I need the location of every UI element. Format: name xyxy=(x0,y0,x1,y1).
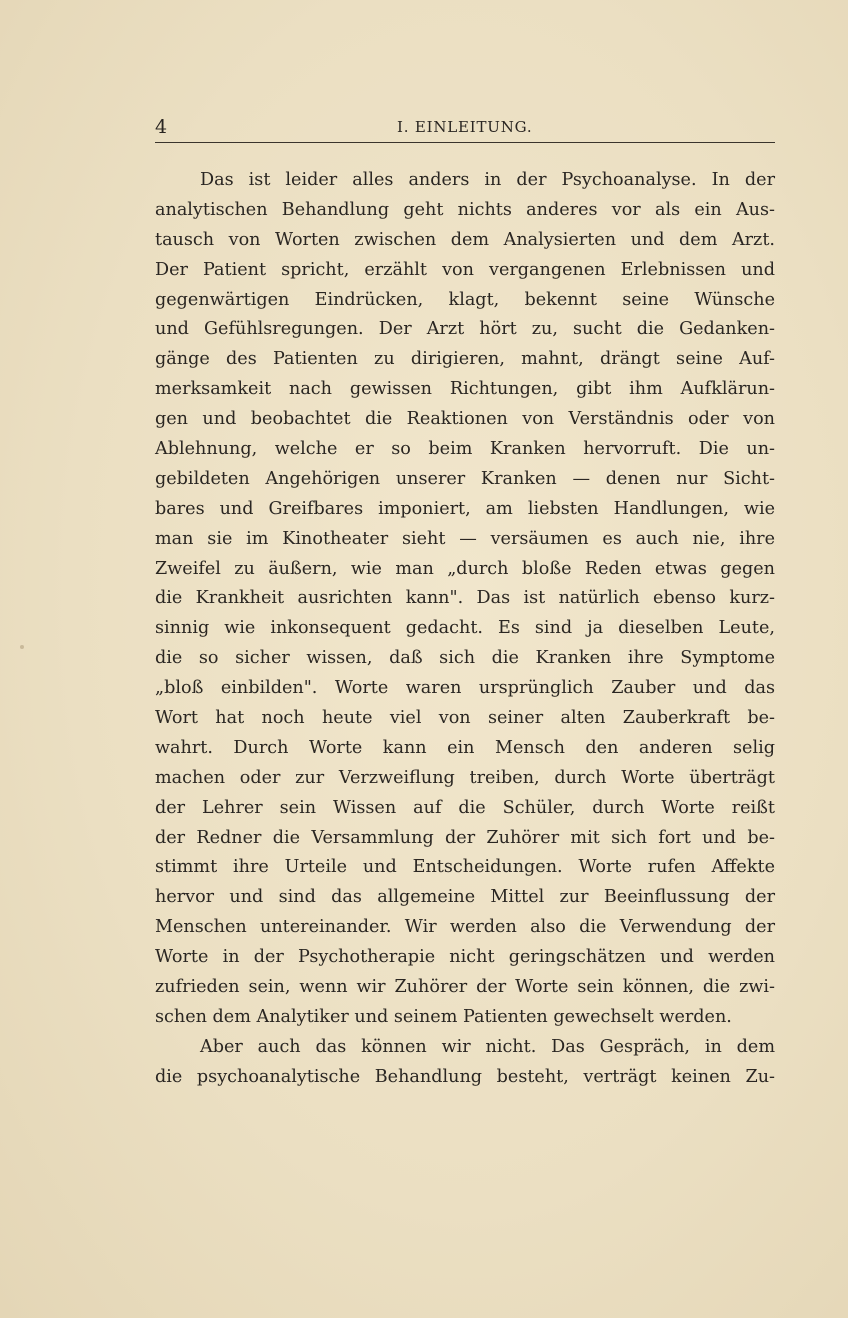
text-line: gegenwärtigen Eindrücken, klagt, bekennt seine Wünsche xyxy=(155,289,775,310)
text-line: sinnig wie inkonsequent gedacht. Es sind ja dieselben Leute, xyxy=(155,618,775,639)
text-line: Ablehnung, welche er so beim Kranken hervorruft. Die un- xyxy=(155,439,775,460)
text-line: „bloß einbilden". Worte waren ursprünglich Zauber und das xyxy=(155,678,775,699)
text-line: hervor und sind das allgemeine Mittel zur Beeinflussung der xyxy=(155,887,775,908)
text-line: Menschen untereinander. Wir werden also die Verwendung der xyxy=(155,917,775,938)
body-text xyxy=(155,166,775,1093)
page-header xyxy=(155,112,775,142)
text-line: zufrieden sein, wenn wir Zuhörer der Worte sein können, die zwi- xyxy=(155,977,775,998)
text-line: Das ist leider alles anders in der Psychoanalyse. In der xyxy=(200,170,775,190)
text-line: gen und beobachtet die Reaktionen von Verständnis oder von xyxy=(155,409,775,430)
text-line: wahrt. Durch Worte kann ein Mensch den anderen selig xyxy=(155,737,775,758)
text-line: gebildeten Angehörigen unserer Kranken — denen nur Sicht- xyxy=(155,468,775,489)
text-line: gänge des Patienten zu dirigieren, mahnt, drängt seine Auf- xyxy=(155,349,775,370)
text-line: und Gefühlsregungen. Der Arzt hört zu, sucht die Gedanken- xyxy=(155,319,775,340)
text-line: die so sicher wissen, daß sich die Kranken ihre Symptome xyxy=(155,648,775,669)
text-line: analytischen Behandlung geht nichts anderes vor als ein Aus- xyxy=(155,199,775,220)
text-line: merksamkeit nach gewissen Richtungen, gibt ihm Aufklärun- xyxy=(155,379,775,400)
page-number: 4 xyxy=(155,116,168,138)
text-line: die psychoanalytische Behandlung besteht, verträgt keinen Zu- xyxy=(155,1066,775,1087)
paper-speck xyxy=(20,645,24,649)
text-line: bares und Greifbares imponiert, am liebsten Handlungen, wie xyxy=(155,498,775,519)
text-line: man sie im Kinotheater sieht — versäumen es auch nie, ihre xyxy=(155,528,775,549)
header-rule xyxy=(155,142,775,143)
text-line: Aber auch das können wir nicht. Das Gespräch, in dem xyxy=(200,1036,775,1057)
text-line: der Redner die Versammlung der Zuhörer mit sich fort und be- xyxy=(155,827,775,848)
text-line: der Lehrer sein Wissen auf die Schüler, durch Worte reißt xyxy=(155,797,775,818)
text-line: die Krankheit ausrichten kann". Das ist natürlich ebenso kurz- xyxy=(155,588,775,609)
text-line: Zweifel zu äußern, wie man „durch bloße Reden etwas gegen xyxy=(155,558,775,579)
text-line: Der Patient spricht, erzählt von vergangenen Erlebnissen und xyxy=(155,259,775,280)
text-line: Wort hat noch heute viel von seiner alten Zauberkraft be- xyxy=(155,708,775,729)
text-line: stimmt ihre Urteile und Entscheidungen. Worte rufen Affekte xyxy=(155,857,775,878)
text-line: schen dem Analytiker und seinem Patienten gewechselt werden. xyxy=(155,1006,732,1027)
text-line: machen oder zur Verzweiflung treiben, durch Worte überträgt xyxy=(155,767,775,788)
text-line: tausch von Worten zwischen dem Analysierten und dem Arzt. xyxy=(155,229,775,250)
running-head: I. EINLEITUNG. xyxy=(397,118,533,136)
text-line: Worte in der Psychotherapie nicht geringschätzen und werden xyxy=(155,947,775,968)
